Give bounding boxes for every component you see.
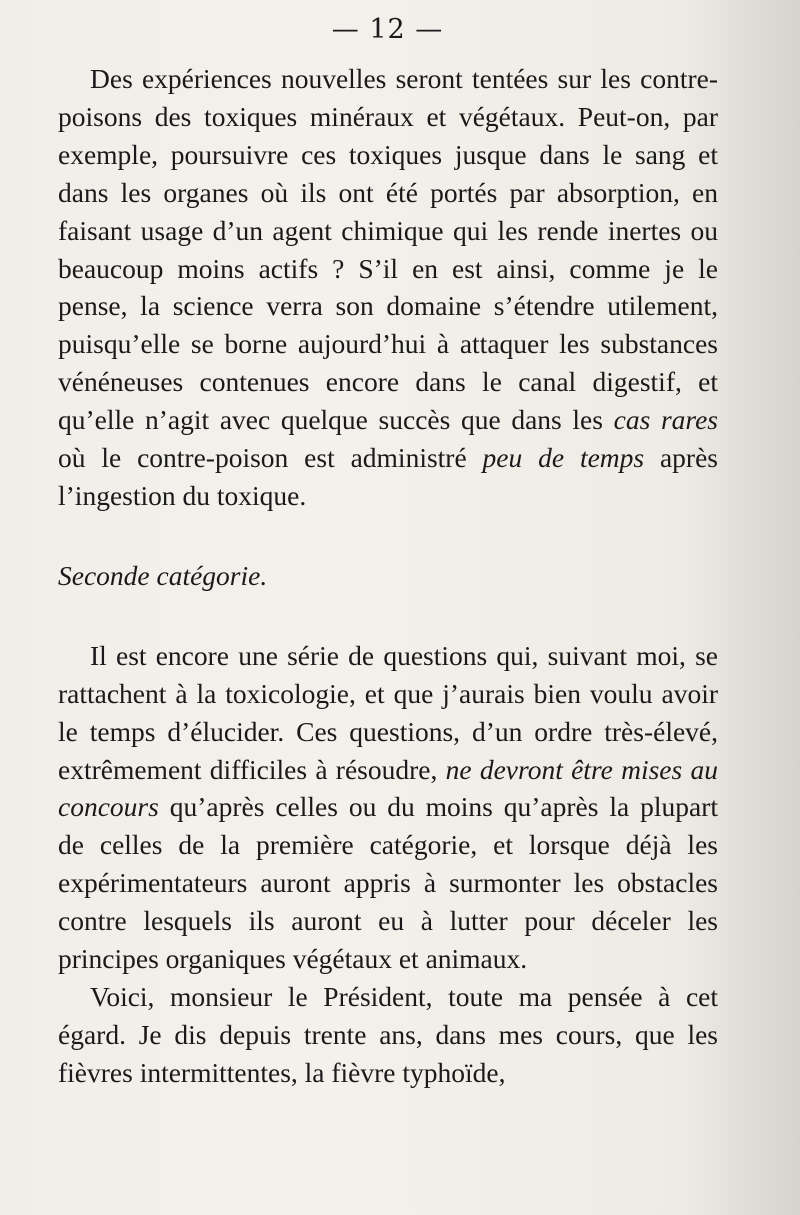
section-heading: Seconde catégorie.	[58, 559, 268, 591]
paragraph-2	[58, 637, 718, 978]
para2-text-a: Il est encore une série de questions qui, suivant moi, se rattachent à la toxicologie, et que j’aurais bien voulu avoir le temps d’élucider. Ces questions, d’un ordre très-élevé, extrêmement difficiles à résoudre,	[58, 639, 718, 785]
para2-text-b: qu’après celles ou du moins qu’après la plupart de celles de la première catégorie, et lorsque déjà les expérimentateurs auront appris à surmonter les obstacles contre lesquels ils auront eu à lutter pour déceler les principes organiques végétaux et animaux.	[58, 791, 718, 975]
para1-text-c: après l’ingestion du toxique.	[58, 442, 718, 511]
para2-emphasis: ne devront être mises au concours	[58, 753, 718, 823]
para1-text-b: où le contre-poison est administré	[58, 442, 483, 474]
paragraph-3: Voici, monsieur le Président, toute ma pensée à cet égard. Je dis depuis trente ans, dans mes cours, que les fièvres intermittentes, la fièvre typhoïde,	[58, 980, 718, 1088]
para1-emphasis-1: cas rares	[613, 404, 718, 436]
page-number: — 12 —	[331, 14, 444, 45]
para1-emphasis-2: peu de temps	[482, 442, 645, 474]
para1-text-a: Des expériences nouvelles seront tentées sur les contre-poisons des toxiques minéraux et végétaux. Peut-on, par exemple, poursuivre ces toxiques jusque dans le sang et dans les organes où ils ont été portés par absorption, en faisant usage d’un agent chimique qui les rende inertes ou beaucoup moins actifs ? S’il en est ainsi, comme je le pense, la science verra son domaine s’étendre utilement, puisqu’elle se borne aujourd’hui à attaquer les substances vénéneuses contenues encore dans le canal digestif, et qu’elle n’agit avec quelque succès que dans les	[58, 63, 718, 436]
paragraph-1	[58, 60, 718, 515]
body-text	[58, 60, 718, 1092]
